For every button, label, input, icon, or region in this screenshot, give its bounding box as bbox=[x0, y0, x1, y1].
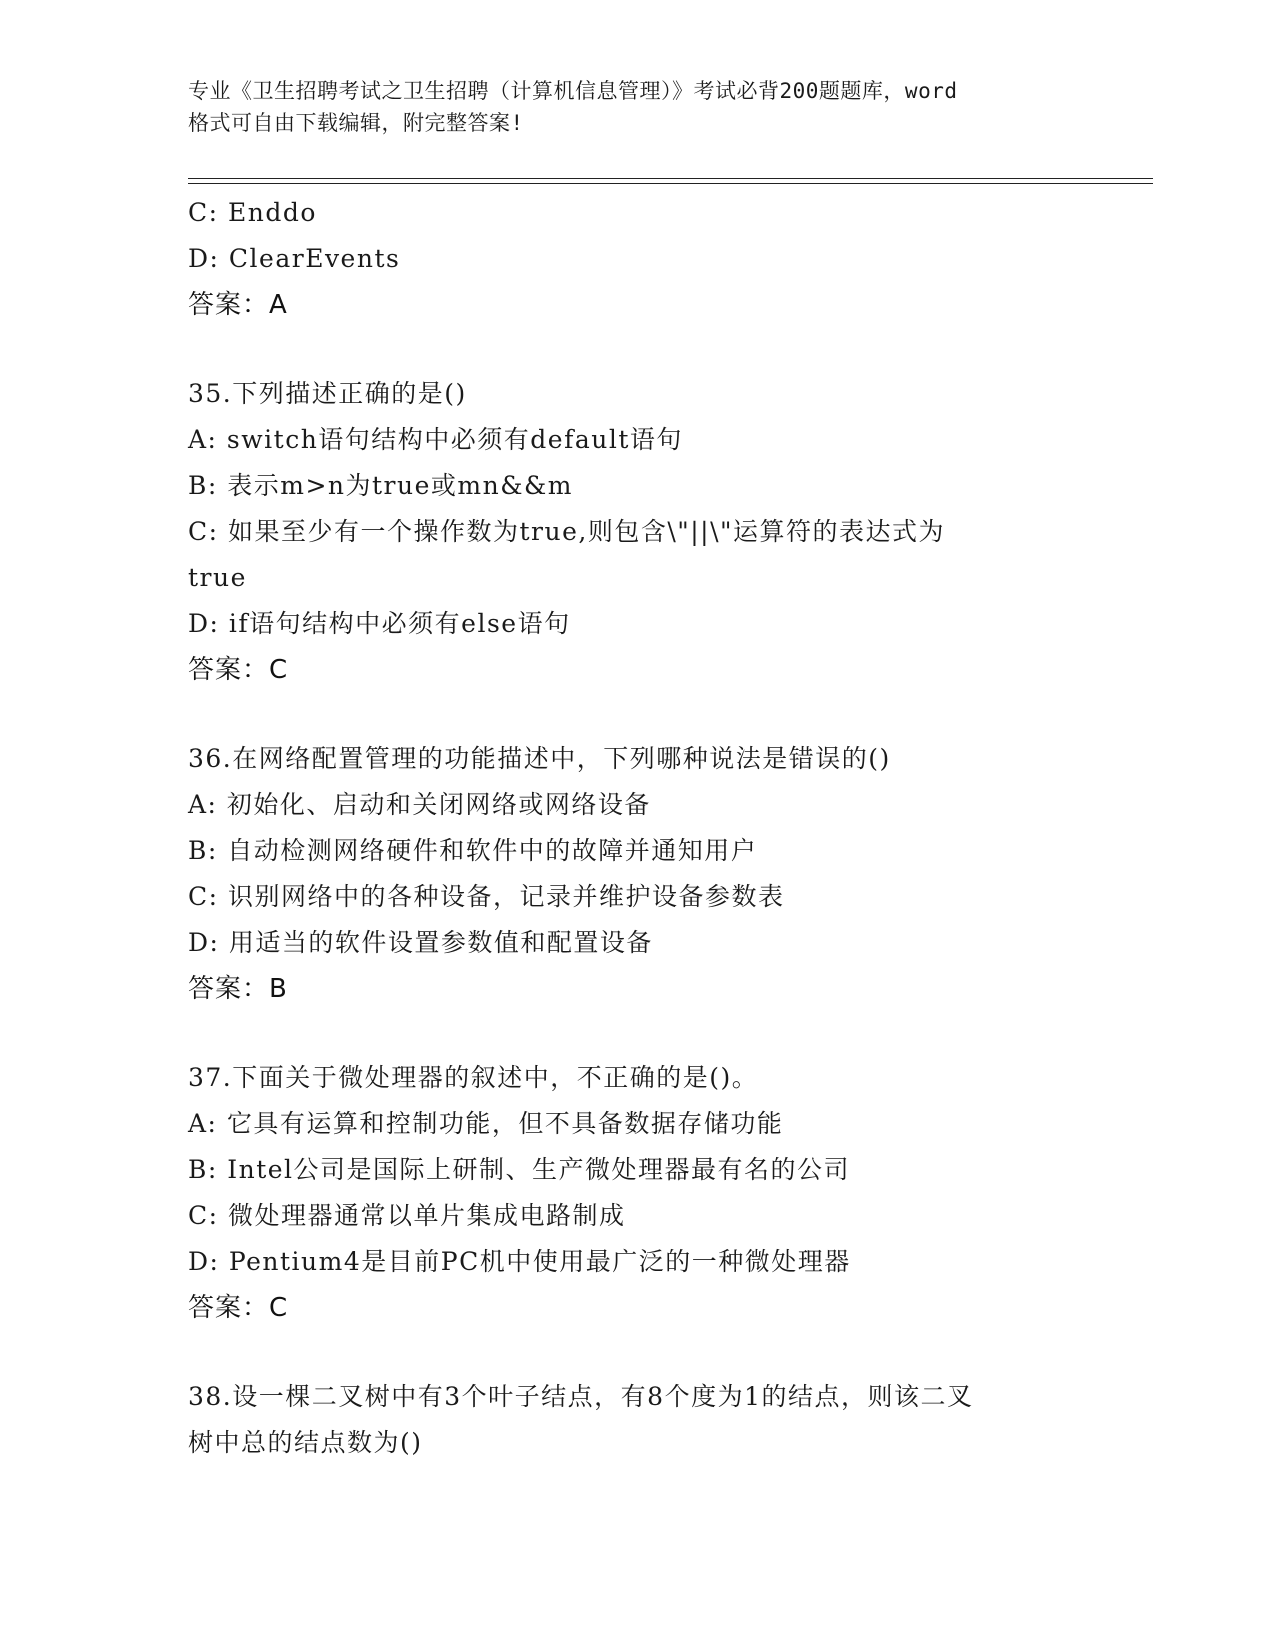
option-line: D: if语句结构中必须有else语句 bbox=[188, 609, 571, 638]
option-line: D: ClearEvents bbox=[188, 244, 401, 273]
option-line: B: 自动检测网络硬件和软件中的故障并通知用户 bbox=[188, 836, 758, 865]
question-35 bbox=[188, 371, 1088, 693]
header-divider-bottom bbox=[188, 183, 1153, 184]
document-body bbox=[188, 190, 1088, 1466]
spacer bbox=[188, 1331, 1088, 1374]
question-stem: 38.设一棵二叉树中有3个叶子结点，有8个度为1的结点，则该二叉 bbox=[188, 1382, 974, 1411]
question-38 bbox=[188, 1374, 1088, 1466]
option-line: D: 用适当的软件设置参数值和配置设备 bbox=[188, 928, 653, 957]
spacer bbox=[188, 693, 1088, 736]
spacer bbox=[188, 1012, 1088, 1055]
answer-line: 答案：C bbox=[188, 1293, 289, 1323]
option-line: D: Pentium4是目前PC机中使用最广泛的一种微处理器 bbox=[188, 1247, 851, 1276]
option-line: C: Enddo bbox=[188, 198, 317, 227]
question-36 bbox=[188, 736, 1088, 1012]
option-line: A: 它具有运算和控制功能，但不具备数据存储功能 bbox=[188, 1109, 784, 1138]
answer-line: 答案：A bbox=[188, 290, 288, 320]
answer-line: 答案：C bbox=[188, 655, 289, 685]
header-divider-top bbox=[188, 178, 1153, 179]
question-37 bbox=[188, 1055, 1088, 1331]
option-line: B: Intel公司是国际上研制、生产微处理器最有名的公司 bbox=[188, 1155, 851, 1184]
document-header bbox=[188, 75, 1088, 139]
question-stem-continuation: 树中总的结点数为() bbox=[188, 1428, 423, 1457]
question-stem: 37.下面关于微处理器的叙述中，不正确的是()。 bbox=[188, 1063, 759, 1092]
option-line: A: 初始化、启动和关闭网络或网络设备 bbox=[188, 790, 651, 819]
option-line-continuation: true bbox=[188, 563, 247, 592]
option-line: C: 识别网络中的各种设备，记录并维护设备参数表 bbox=[188, 882, 785, 911]
header-title-line-1: 专业《卫生招聘考试之卫生招聘（计算机信息管理）》考试必背200题题库，word bbox=[188, 79, 958, 103]
option-line: C: 如果至少有一个操作数为true,则包含\"||\"运算符的表达式为 bbox=[188, 517, 946, 546]
option-line: B: 表示m>n为true或mn&&m bbox=[188, 471, 573, 500]
option-line: A: switch语句结构中必须有default语句 bbox=[188, 425, 683, 454]
answer-line: 答案：B bbox=[188, 974, 288, 1004]
option-line: C: 微处理器通常以单片集成电路制成 bbox=[188, 1201, 626, 1230]
question-stem: 36.在网络配置管理的功能描述中，下列哪种说法是错误的() bbox=[188, 744, 891, 773]
question-stem: 35.下列描述正确的是() bbox=[188, 379, 467, 408]
question-34-fragment bbox=[188, 190, 1088, 328]
header-title-line-2: 格式可自由下载编辑，附完整答案! bbox=[188, 111, 524, 135]
spacer bbox=[188, 328, 1088, 371]
